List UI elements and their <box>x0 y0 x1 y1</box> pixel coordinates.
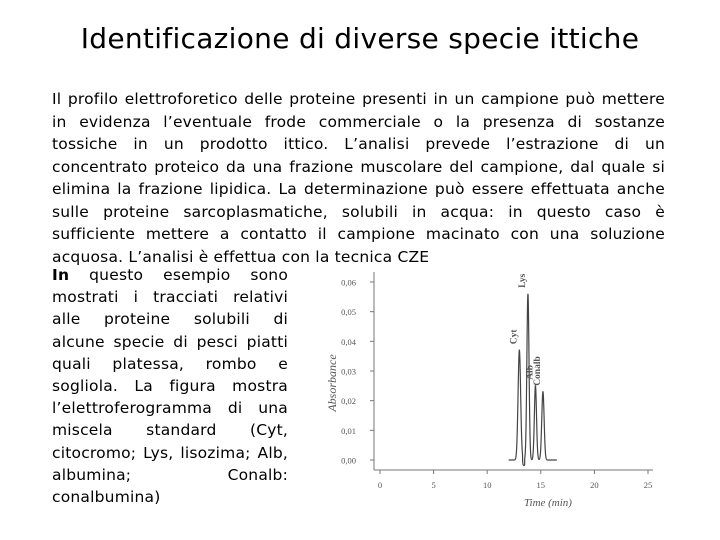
x-axis-label: Time (min) <box>524 497 572 509</box>
peak-label-cyt: Cyt <box>509 329 520 345</box>
peak-label-conalb: Conalb <box>532 356 543 386</box>
y-axis-label: Absorbance <box>325 354 339 412</box>
x-tick-label: 5 <box>431 480 436 490</box>
x-tick-label: 25 <box>643 480 653 490</box>
x-tick-label: 20 <box>590 480 599 490</box>
y-tick-label: 0,06 <box>341 277 356 288</box>
slide-title: Identificazione di diverse specie ittiche <box>80 22 640 55</box>
x-tick-label: 15 <box>536 480 546 490</box>
chart-ticks <box>341 278 652 491</box>
chart-axes <box>374 272 653 470</box>
peak-labels <box>509 273 543 385</box>
electropherogram-chart <box>318 268 670 513</box>
x-tick-label: 10 <box>482 480 492 490</box>
x-tick-label: 0 <box>377 480 383 490</box>
y-tick-label: 0,03 <box>341 366 356 377</box>
y-tick-label: 0,00 <box>341 455 356 466</box>
peak-label-lys: Lys <box>517 273 528 288</box>
example-paragraph-first-word: In <box>52 266 70 284</box>
peak-label-alb: Alb <box>525 365 536 380</box>
y-tick-label: 0,04 <box>341 336 356 347</box>
y-tick-label: 0,05 <box>341 307 356 318</box>
example-paragraph-text: questo esempio sono mostrati i tracciati relativi alle proteine solubili di alcune specie di pesci piatti quali platessa, rombo e sogliola. La figura mostra l’elettroferogramma di una miscela standard (Cyt, citocromo; Lys, lisozima; Alb, albumina; Conalb: conalbumina) <box>52 266 288 507</box>
example-paragraph <box>52 264 288 508</box>
y-tick-label: 0,01 <box>341 425 356 436</box>
y-tick-label: 0,02 <box>341 396 356 407</box>
intro-paragraph: Il profilo elettroforetico delle proteine presenti in un campione può mettere in evidenza l’eventuale frode commerciale o la presenza di sostanze tossiche in un prodotto ittico. L’analisi prevede l’estrazione di un concentrato proteico da una frazione muscolare del campione, dal quale si elimina la frazione lipidica. La determinazione può essere effettuata anche sulle proteine sarcoplasmatiche, solubili in acqua: in questo caso è sufficiente mettere a contatto il campione macinato con una soluzione acquosa. L’analisi è effettua con la tecnica CZE <box>52 90 665 266</box>
